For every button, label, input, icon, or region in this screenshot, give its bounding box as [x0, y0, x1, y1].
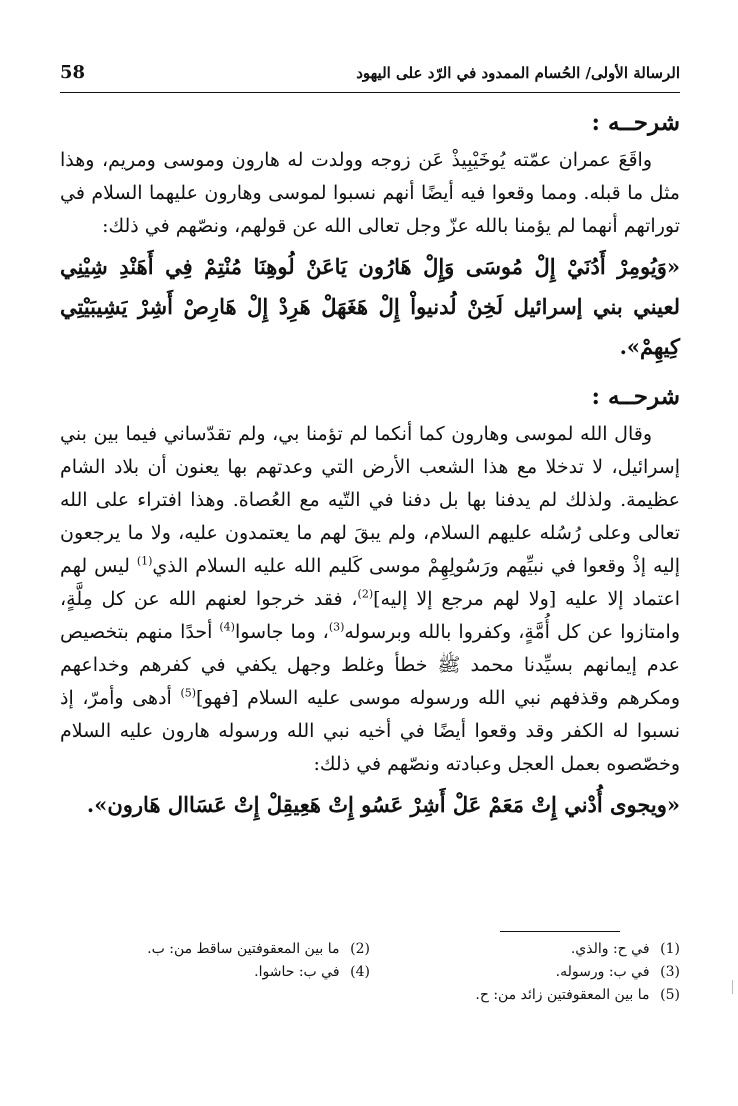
footnote-text: في ب: ورسوله. [555, 964, 650, 980]
commentary-paragraph [60, 418, 680, 781]
footnote-text: في ب: حاشوا. [254, 964, 340, 980]
footnote-text: ما بين المعقوفتين زائد من: ح. [475, 987, 650, 1003]
footnote-ref[interactable]: (1) [136, 554, 153, 568]
page-body [60, 109, 680, 825]
scan-edge-mark [732, 980, 733, 994]
paragraph-text: ليس لهم اعتماد إلا عليه [ولا لهم مرجع إلا إليه] [60, 555, 680, 610]
paragraph-text: أدهى وأمرّ، إذ نسبوا له الكفر وقد وقعوا أيضًا في أخيه نبي الله ورسوله هارون عليه السلام وخصّصوه بعمل العجل وعبادته ونصّهم في ذلك: [60, 687, 680, 775]
footnote-row [60, 938, 680, 961]
torah-quote: «وَيُومِرْ أَدُنَيْ إِلْ مُوسَى وَإِلْ هَارُون يَاعَنْ لُوهِنَا مُنْتِمْ فِي أَهَنْدِ شِيْنِي لعيني بني إسرائيل لَخِنْ لُدنيواْ إِلْ هَغَهَلْ هَرِدْ إِلْ هَارِصْ أَشِرْ يَشِيبَيْتِي كِيهِمْ». [60, 254, 680, 359]
footnote-ref[interactable]: (3) [328, 620, 345, 634]
footnote-number: (4) [350, 964, 370, 980]
commentary-paragraph: واقَعَ عمران عمّته يُوخَيْبِيذْ عَن زوجه وولدت له هارون وموسى ومريم، وهذا مثل ما قبله. ومما وقعوا فيه أيضًا أنهم نسبوا لموسى وهارون عليهما السلام في توراتهم أنهما لم يؤمنا بالله عزّ وجل تعالى الله عن قولهم، ونصّهم في ذلك: [60, 149, 680, 237]
footnote-ref[interactable]: (4) [219, 620, 235, 634]
footnote-row [60, 961, 680, 984]
paragraph-text: أحدًا منهم بتخصيص عدم إيمانهم بسيِّدنا محمد ﷺ خطأ وغلط وجهل يكفي في كفرهم وخداعهم ومكرهم وقذفهم نبي الله ورسوله موسى عليه السلام [فهو] [60, 621, 681, 709]
footnote-number: (3) [660, 964, 680, 980]
section-heading: شرحــه : [591, 383, 680, 410]
footnote-text: ما بين المعقوفتين ساقط من: ب. [147, 941, 340, 957]
footnote-number: (2) [350, 941, 370, 957]
footnote-row [60, 984, 680, 1007]
paragraph-text: ، وما جاسوا [234, 621, 329, 643]
footnote-ref[interactable]: (5) [180, 686, 197, 700]
footnote-number: (1) [660, 941, 680, 957]
paragraph-text: ، فقد خرجوا لعنهم الله عن كل مِلَّةٍ، وامتازوا عن كل أُمَّةٍ، وكفروا بالله وبرسوله [60, 588, 680, 643]
section-heading: شرحــه : [591, 109, 680, 136]
footnote-4 [60, 961, 370, 984]
paragraph-text: وقال الله لموسى وهارون كما أنكما لم تؤمنا بي، ولم تقدّساني فيما بين بني إسرائيل، لا تدخلا مع هذا الشعب الأرض التي وعدتهم بها يعنون أن بلاد الشام عظيمة. ولذلك لم يدفنا بها بل دفنا في التّيه مع العُصاة. وهذا افتراء على الله تعالى وعلى رُسُله عليهم السلام، ولم يبقَ لهم ما يعتمدون عليه، ولا ما يرجعون إليه إذْ وقعوا في نبيِّهم ورَسُولِهِمْ موسى كَليم الله عليه السلام الذي [60, 423, 680, 577]
footnote-ref[interactable]: (2) [357, 587, 374, 601]
footnote-2 [60, 938, 370, 961]
footnote-divider [500, 931, 620, 932]
running-title: الرسالة الأولى/ الحُسام الممدود في الرّد على اليهود [356, 64, 680, 82]
page-header [60, 62, 680, 93]
footnote-number: (5) [660, 987, 680, 1003]
footnote-5 [370, 984, 680, 1007]
page-number: 58 [60, 62, 86, 83]
book-page [60, 62, 680, 829]
footnote-text: في ح: والذي. [570, 941, 650, 957]
footnote-3 [370, 961, 680, 984]
footnote-1 [370, 938, 680, 961]
footnotes [60, 938, 680, 1007]
torah-quote: «ويجوى أُدْني إِتْ مَعَمْ عَلْ أَشِرْ عَسُو إِتْ هَعِيقِلْ إِتْ عَسَاال هَارون». [86, 792, 680, 817]
